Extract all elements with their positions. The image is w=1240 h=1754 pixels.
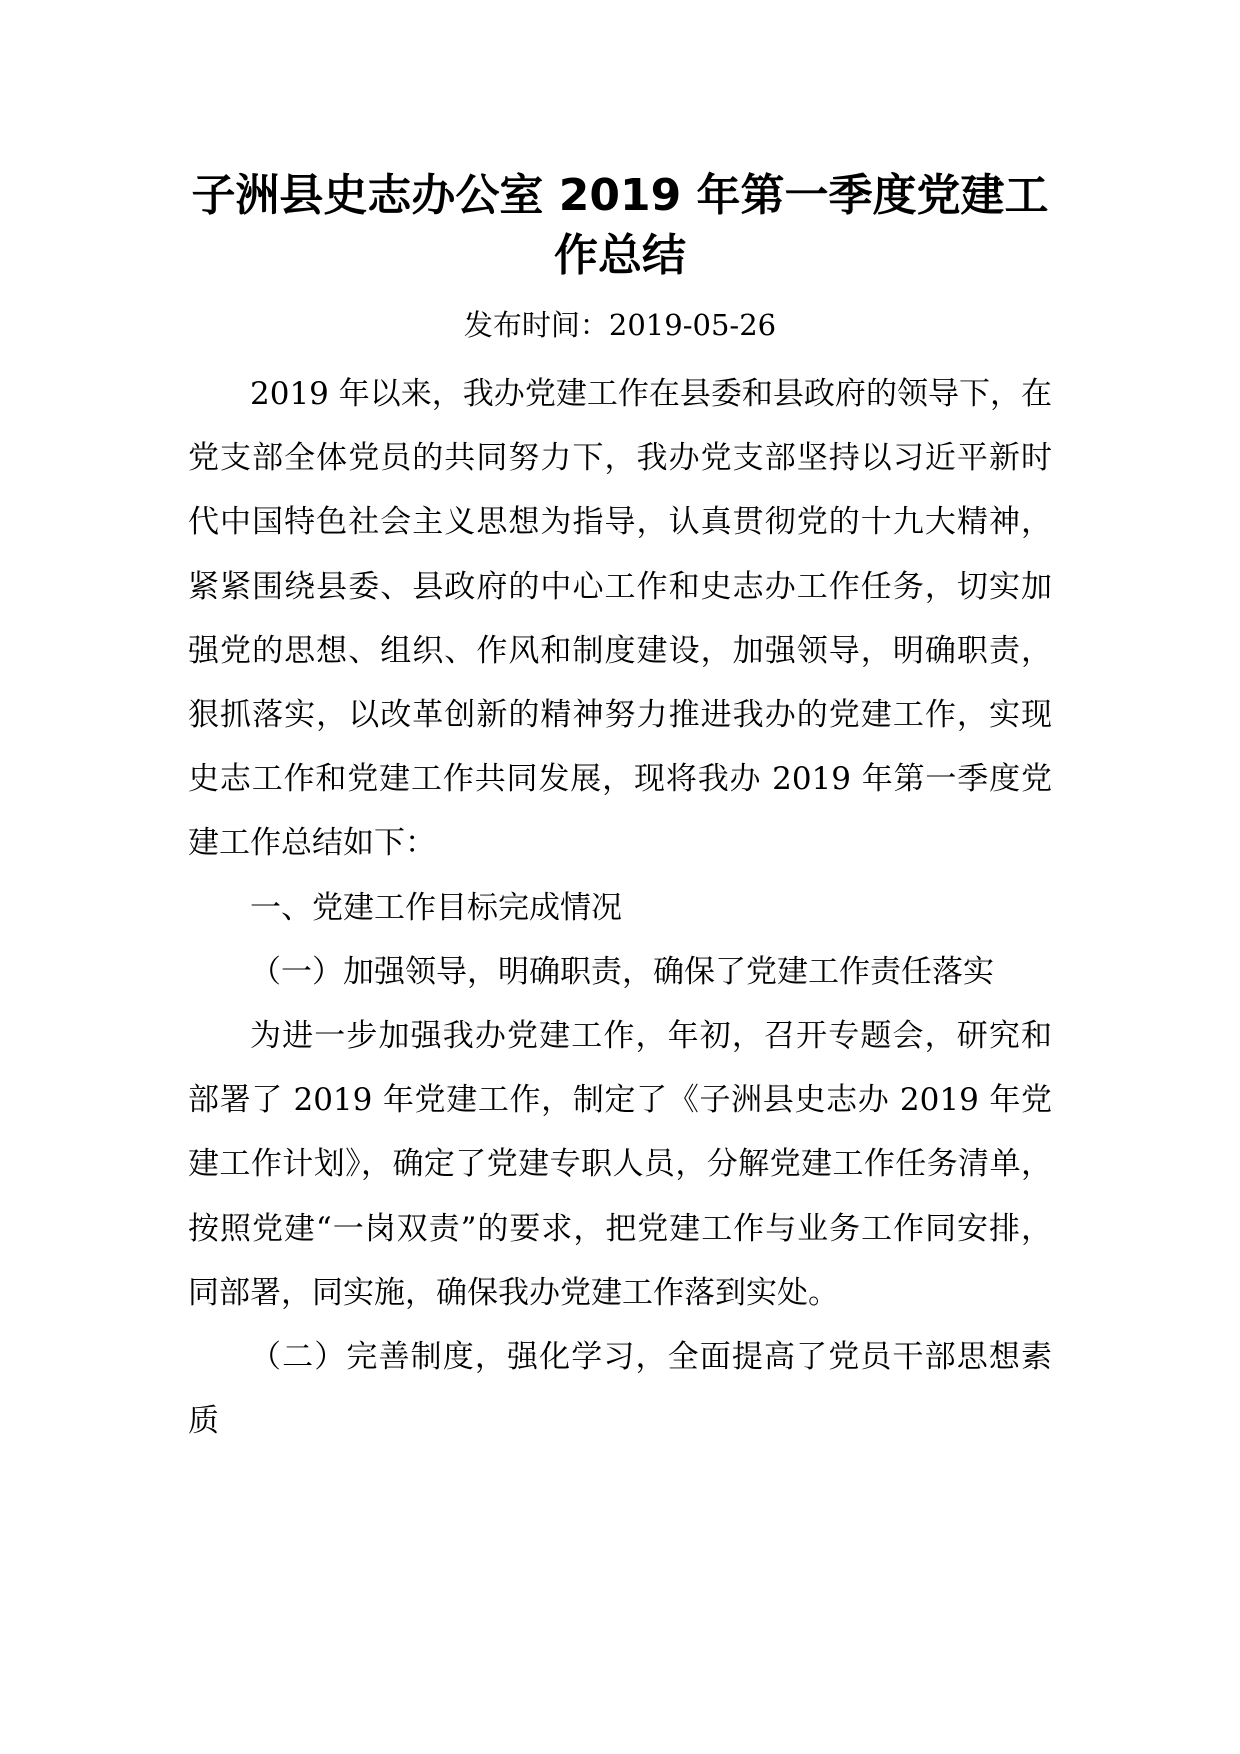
title-line-1: 子洲县史志办公室 2019 年第一季度党建工 [191,170,1049,221]
publish-time: 发布时间：2019-05-26 [463,308,777,342]
subsection-heading-1: （一）加强领导，明确职责，确保了党建工作责任落实 [250,953,994,990]
document-title [188,166,1052,286]
paragraph-subsection-1: 为进一步加强我办党建工作，年初，召开专题会，研究和部署了 2019 年党建工作，制定了《子洲县史志办 2019 年党建工作计划》，确定了党建专职人员，分解党建工作任务清单，按照党建“一岗双责”的要求，把党建工作与业务工作同安排，同部署，同实施，确保我办党建工作落到实处。 [188,1018,1052,1311]
subsection-heading-2: （二）完善制度，强化学习，全面提高了党员干部思想素质 [188,1339,1052,1440]
title-line-2: 作总结 [554,230,686,281]
paragraph-intro: 2019 年以来，我办党建工作在县委和县政府的领导下，在党支部全体党员的共同努力下，我办党支部坚持以习近平新时代中国特色社会主义思想为指导，认真贯彻党的十九大精神，紧紧围绕县委、县政府的中心工作和史志办工作任务，切实加强党的思想、组织、作风和制度建设，加强领导，明确职责，狠抓落实，以改革创新的精神努力推进我办的党建工作，实现史志工作和党建工作共同发展，现将我办 2019 年第一季度党建工作总结如下： [188,376,1052,862]
document-body [188,362,1052,1453]
section-heading-1: 一、党建工作目标完成情况 [250,889,622,926]
